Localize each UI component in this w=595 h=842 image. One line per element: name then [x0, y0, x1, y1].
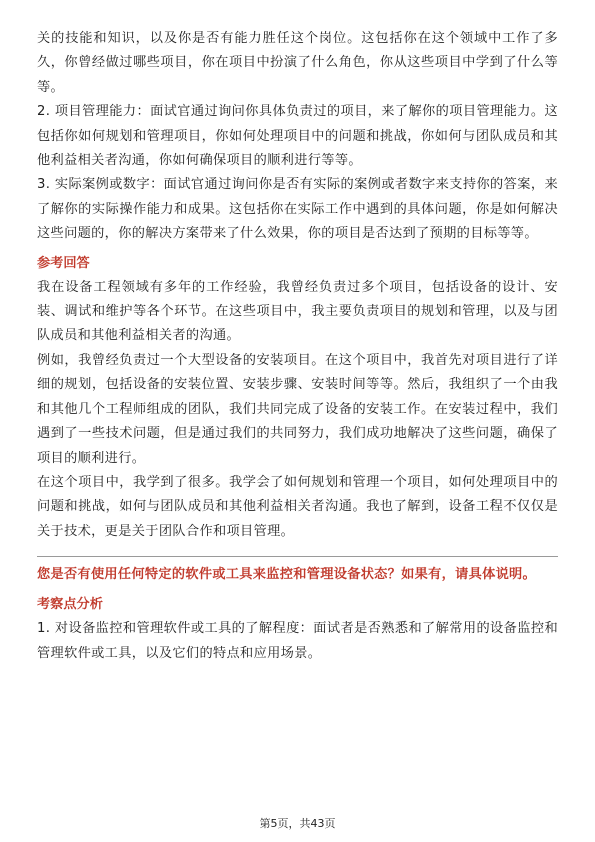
analysis-point: 1. 对设备监控和管理软件或工具的了解程度：面试者是否熟悉和了解常用的设备监控和管理软件或工具，以及它们的特点和应用场景。	[37, 621, 558, 661]
reference-answer-heading: 参考回答	[37, 255, 90, 271]
point-case-examples: 3. 实际案例或数字：面试官通过询问你是否有实际的案例或者数字来支持你的答案，来了解你的实际操作能力和成果。这包括你在实际工作中遇到的具体问题，你是如何解决这些问题的，你的解决方案带来了什么效果，你的项目是否达到了预期的目标等等。	[37, 177, 558, 242]
analysis-heading: 考察点分析	[37, 597, 103, 613]
page-content	[37, 27, 558, 666]
point-project-management: 2. 项目管理能力：面试官通过询问你具体负责过的项目，来了解你的项目管理能力。这包括你如何规划和管理项目，你如何处理项目中的问题和挑战，你如何与团队成员和其他利益相关者沟通，你如何确保项目的顺利进行等等。	[37, 104, 558, 169]
question-title: 您是否有使用任何特定的软件或工具来监控和管理设备状态？如果有，请具体说明。	[37, 567, 537, 583]
reference-paragraph: 在这个项目中，我学到了很多。我学会了如何规划和管理一个项目，如何处理项目中的问题和挑战，如何与团队成员和其他利益相关者沟通。我也了解到，设备工程不仅仅是关于技术，更是关于团队合作和项目管理。	[37, 474, 558, 539]
reference-paragraph: 例如，我曾经负责过一个大型设备的安装项目。在这个项目中，我首先对项目进行了详细的规划，包括设备的安装位置、安装步骤、安装时间等等。然后，我组织了一个由我和其他几个工程师组成的团队，我们共同完成了设备的安装工作。在安装过程中，我们遇到了一些技术问题，但是通过我们的共同努力，我们成功地解决了这些问题，确保了项目的顺利进行。	[37, 352, 558, 466]
reference-paragraph: 我在设备工程领域有多年的工作经验，我曾经负责过多个项目，包括设备的设计、安装、调试和维护等各个环节。在这些项目中，我主要负责项目的规划和管理，以及与团队成员和其他利益相关者的沟通。	[37, 279, 558, 344]
section-divider	[37, 556, 558, 557]
page-number-footer: 第5页，共43页	[259, 817, 336, 830]
continuation-paragraph: 关的技能和知识，以及你是否有能力胜任这个岗位。这包括你在这个领域中工作了多久，你曾经做过哪些项目，你在项目中扮演了什么角色，你从这些项目中学到了什么等等。	[37, 31, 558, 95]
